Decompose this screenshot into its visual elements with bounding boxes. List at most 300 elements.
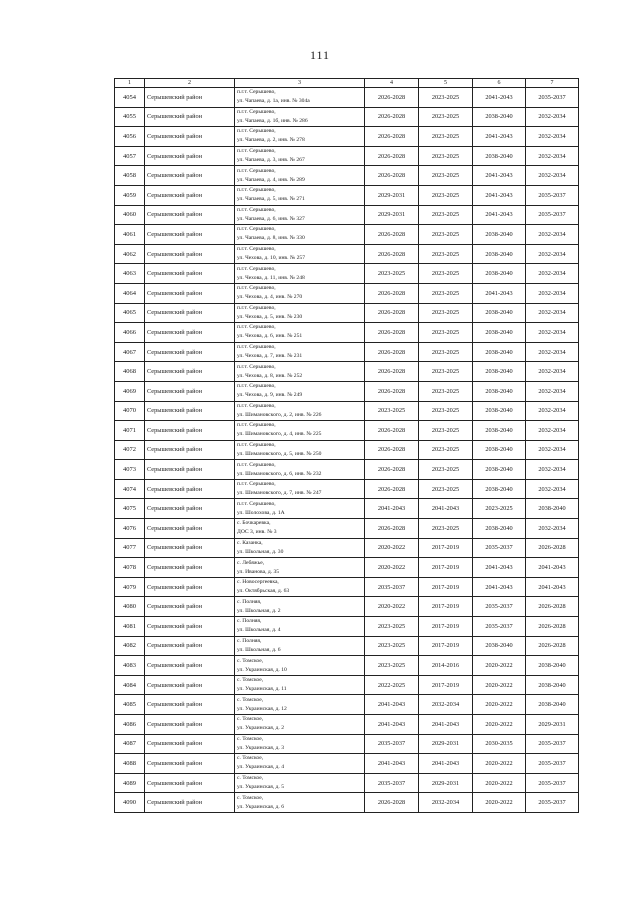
period-cell-col7: 2029-2031 (526, 715, 579, 735)
period-cell-col4: 2026-2028 (365, 421, 419, 441)
period-cell-col7: 2035-2037 (526, 185, 579, 205)
table-row (115, 107, 579, 127)
period-cell-col6: 2023-2025 (473, 499, 526, 519)
address-street: ул. Чехова, д. 8, инв. № 252 (237, 372, 303, 379)
table-row (115, 283, 579, 303)
district-cell: Серышевский район (145, 715, 235, 735)
table-header (115, 79, 579, 88)
row-number: 4065 (115, 303, 145, 323)
period-cell-col7: 2032-2034 (526, 519, 579, 539)
row-number: 4075 (115, 499, 145, 519)
period-cell-col6: 2035-2037 (473, 617, 526, 637)
district-cell: Серышевский район (145, 499, 235, 519)
period-cell-col7: 2032-2034 (526, 421, 579, 441)
period-cell-col7: 2026-2028 (526, 597, 579, 617)
period-cell-col7: 2038-2040 (526, 499, 579, 519)
period-cell-col4: 2026-2028 (365, 440, 419, 460)
table-body (115, 88, 579, 813)
period-cell-col5: 2023-2025 (419, 421, 473, 441)
period-cell-col4: 2026-2028 (365, 381, 419, 401)
address-street: ул. Чехова, д. 4, инв. № 270 (237, 294, 303, 301)
address-locality: с. Томское, (237, 775, 264, 782)
row-number: 4070 (115, 401, 145, 421)
table-row (115, 323, 579, 343)
address-locality: с. Томское, (237, 657, 264, 664)
address-street: ул. Чапаева, д. 1б, инв. № 286 (237, 117, 308, 124)
district-cell: Серышевский район (145, 283, 235, 303)
address-street: ул. Украинская, д. 10 (237, 666, 287, 673)
district-cell: Серышевский район (145, 754, 235, 774)
period-cell-col4: 2026-2028 (365, 793, 419, 813)
address-locality: п.г.т. Серышево, (237, 500, 276, 507)
address-street: ул. Чапаева, д. 3, инв. № 267 (237, 157, 305, 164)
table-row (115, 597, 579, 617)
table-row (115, 460, 579, 480)
period-cell-col5: 2023-2025 (419, 185, 473, 205)
table-row (115, 675, 579, 695)
address-locality: с. Бочкаревка, (237, 520, 271, 527)
period-cell-col5: 2023-2025 (419, 479, 473, 499)
period-cell-col6: 2041-2043 (473, 205, 526, 225)
row-number: 4068 (115, 362, 145, 382)
address-cell (235, 303, 365, 323)
address-street: ул. Шолохова, д. 1А (237, 509, 285, 516)
period-cell-col6: 2041-2043 (473, 88, 526, 108)
address-street: ул. Шимановского, д. 5, инв. № 250 (237, 450, 322, 457)
housing-registry-table (114, 78, 579, 813)
row-number: 4071 (115, 421, 145, 441)
period-cell-col4: 2041-2043 (365, 715, 419, 735)
period-cell-col5: 2017-2019 (419, 538, 473, 558)
period-cell-col4: 2041-2043 (365, 499, 419, 519)
address-locality: с. Томское, (237, 735, 264, 742)
address-locality: п.г.т. Серышево, (237, 108, 276, 115)
period-cell-col7: 2035-2037 (526, 754, 579, 774)
period-cell-col6: 2038-2040 (473, 479, 526, 499)
district-cell: Серышевский район (145, 479, 235, 499)
period-cell-col6: 2038-2040 (473, 401, 526, 421)
period-cell-col7: 2032-2034 (526, 401, 579, 421)
address-locality: п.г.т. Серышево, (237, 148, 276, 155)
table-row (115, 734, 579, 754)
table-row (115, 793, 579, 813)
address-locality: п.г.т. Серышево, (237, 461, 276, 468)
address-street: ул. Иванова, д. 35 (237, 568, 280, 575)
period-cell-col5: 2023-2025 (419, 107, 473, 127)
district-cell: Серышевский район (145, 323, 235, 343)
address-cell (235, 734, 365, 754)
period-cell-col4: 2026-2028 (365, 166, 419, 186)
period-cell-col6: 2020-2022 (473, 793, 526, 813)
row-number: 4080 (115, 597, 145, 617)
address-cell (235, 107, 365, 127)
period-cell-col4: 2026-2028 (365, 283, 419, 303)
table-row (115, 773, 579, 793)
district-cell: Серышевский район (145, 401, 235, 421)
table-row (115, 362, 579, 382)
address-street: ул. Чапаева, д. 5, инв. № 271 (237, 196, 305, 203)
period-cell-col4: 2026-2028 (365, 107, 419, 127)
period-cell-col4: 2020-2022 (365, 597, 419, 617)
period-cell-col7: 2026-2028 (526, 636, 579, 656)
address-street: ул. Украинская, д. 4 (237, 764, 284, 771)
period-cell-col7: 2038-2040 (526, 695, 579, 715)
period-cell-col5: 2014-2016 (419, 656, 473, 676)
address-locality: п.г.т. Серышево, (237, 285, 276, 292)
period-cell-col4: 2026-2028 (365, 342, 419, 362)
row-number: 4083 (115, 656, 145, 676)
period-cell-col6: 2041-2043 (473, 283, 526, 303)
address-cell (235, 185, 365, 205)
period-cell-col5: 2023-2025 (419, 88, 473, 108)
address-cell (235, 793, 365, 813)
district-cell: Серышевский район (145, 577, 235, 597)
column-header: 1 (115, 79, 145, 88)
period-cell-col7: 2035-2037 (526, 773, 579, 793)
address-cell (235, 499, 365, 519)
period-cell-col5: 2017-2019 (419, 577, 473, 597)
district-cell: Серышевский район (145, 185, 235, 205)
row-number: 4069 (115, 381, 145, 401)
address-street: ул. Чапаева, д. 1а, инв. № 304а (237, 98, 310, 105)
address-cell (235, 597, 365, 617)
address-street: ул. Школьная, д. 6 (237, 646, 281, 653)
address-locality: п.г.т. Серышево, (237, 441, 276, 448)
address-locality: с. Томское, (237, 755, 264, 762)
address-cell (235, 244, 365, 264)
address-street: ул. Украинская, д. 6 (237, 803, 284, 810)
period-cell-col7: 2038-2040 (526, 656, 579, 676)
district-cell: Серышевский район (145, 205, 235, 225)
row-number: 4073 (115, 460, 145, 480)
address-street: ул. Шимановского, д. 7, инв. № 247 (237, 490, 322, 497)
table-row (115, 695, 579, 715)
period-cell-col4: 2035-2037 (365, 773, 419, 793)
table-row (115, 88, 579, 108)
row-number: 4056 (115, 127, 145, 147)
row-number: 4061 (115, 225, 145, 245)
address-street: ул. Чапаева, д. 8, инв. № 330 (237, 235, 305, 242)
period-cell-col6: 2038-2040 (473, 440, 526, 460)
row-number: 4085 (115, 695, 145, 715)
period-cell-col5: 2029-2031 (419, 734, 473, 754)
address-cell (235, 166, 365, 186)
period-cell-col5: 2017-2019 (419, 617, 473, 637)
row-number: 4084 (115, 675, 145, 695)
period-cell-col7: 2035-2037 (526, 205, 579, 225)
period-cell-col5: 2023-2025 (419, 342, 473, 362)
address-locality: с. Томское, (237, 794, 264, 801)
period-cell-col7: 2026-2028 (526, 617, 579, 637)
table-row (115, 166, 579, 186)
address-locality: п.г.т. Серышево, (237, 226, 276, 233)
period-cell-col4: 2026-2028 (365, 244, 419, 264)
table-row (115, 538, 579, 558)
address-cell (235, 519, 365, 539)
address-locality: п.г.т. Серышево, (237, 402, 276, 409)
period-cell-col6: 2038-2040 (473, 381, 526, 401)
period-cell-col6: 2020-2022 (473, 773, 526, 793)
address-locality: п.г.т. Серышево, (237, 481, 276, 488)
district-cell: Серышевский район (145, 264, 235, 284)
period-cell-col6: 2038-2040 (473, 323, 526, 343)
address-street: ДОС 3, инв. № 3 (237, 529, 277, 536)
row-number: 4081 (115, 617, 145, 637)
period-cell-col5: 2023-2025 (419, 127, 473, 147)
period-cell-col5: 2023-2025 (419, 225, 473, 245)
table-row (115, 577, 579, 597)
period-cell-col4: 2022-2025 (365, 675, 419, 695)
district-cell: Серышевский район (145, 734, 235, 754)
period-cell-col6: 2035-2037 (473, 597, 526, 617)
row-number: 4090 (115, 793, 145, 813)
address-street: ул. Шимановского, д. 6, инв. № 232 (237, 470, 322, 477)
district-cell: Серышевский район (145, 773, 235, 793)
address-cell (235, 440, 365, 460)
address-street: ул. Чапаева, д. 2, инв. № 278 (237, 137, 305, 144)
address-cell (235, 656, 365, 676)
period-cell-col6: 2038-2040 (473, 636, 526, 656)
address-cell (235, 401, 365, 421)
district-cell: Серышевский район (145, 381, 235, 401)
address-locality: с. Полняя, (237, 598, 262, 605)
period-cell-col4: 2035-2037 (365, 577, 419, 597)
row-number: 4064 (115, 283, 145, 303)
district-cell: Серышевский район (145, 421, 235, 441)
address-street: ул. Чехова, д. 10, инв. № 257 (237, 255, 305, 262)
period-cell-col5: 2032-2034 (419, 793, 473, 813)
column-header: 4 (365, 79, 419, 88)
period-cell-col6: 2038-2040 (473, 519, 526, 539)
period-cell-col7: 2032-2034 (526, 362, 579, 382)
address-locality: п.г.т. Серышево, (237, 265, 276, 272)
table-row (115, 617, 579, 637)
period-cell-col4: 2026-2028 (365, 303, 419, 323)
table-row (115, 421, 579, 441)
address-locality: п.г.т. Серышево, (237, 206, 276, 213)
period-cell-col6: 2038-2040 (473, 225, 526, 245)
period-cell-col5: 2023-2025 (419, 166, 473, 186)
period-cell-col6: 2038-2040 (473, 460, 526, 480)
period-cell-col7: 2032-2034 (526, 440, 579, 460)
address-street: ул. Украинская, д. 5 (237, 784, 284, 791)
address-cell (235, 715, 365, 735)
row-number: 4060 (115, 205, 145, 225)
address-street: ул. Чапаева, д. 4, инв. № 289 (237, 176, 305, 183)
address-locality: п.г.т. Серышево, (237, 89, 276, 96)
period-cell-col6: 2038-2040 (473, 264, 526, 284)
address-street: ул. Украинская, д. 3 (237, 744, 284, 751)
row-number: 4082 (115, 636, 145, 656)
period-cell-col7: 2032-2034 (526, 107, 579, 127)
period-cell-col6: 2038-2040 (473, 421, 526, 441)
row-number: 4076 (115, 519, 145, 539)
row-number: 4059 (115, 185, 145, 205)
address-cell (235, 205, 365, 225)
period-cell-col7: 2041-2043 (526, 558, 579, 578)
period-cell-col5: 2017-2019 (419, 597, 473, 617)
period-cell-col6: 2038-2040 (473, 342, 526, 362)
district-cell: Серышевский район (145, 675, 235, 695)
row-number: 4089 (115, 773, 145, 793)
period-cell-col4: 2026-2028 (365, 479, 419, 499)
address-cell (235, 479, 365, 499)
table-row (115, 244, 579, 264)
district-cell: Серышевский район (145, 166, 235, 186)
period-cell-col7: 2032-2034 (526, 460, 579, 480)
period-cell-col4: 2023-2025 (365, 636, 419, 656)
table-row (115, 342, 579, 362)
address-street: ул. Украинская, д. 11 (237, 686, 287, 693)
period-cell-col4: 2020-2022 (365, 558, 419, 578)
period-cell-col7: 2032-2034 (526, 381, 579, 401)
address-locality: с. Полняя, (237, 637, 262, 644)
district-cell: Серышевский район (145, 225, 235, 245)
period-cell-col4: 2026-2028 (365, 323, 419, 343)
address-locality: с. Новосергеевка, (237, 579, 279, 586)
period-cell-col6: 2038-2040 (473, 362, 526, 382)
period-cell-col6: 2041-2043 (473, 558, 526, 578)
period-cell-col7: 2032-2034 (526, 244, 579, 264)
period-cell-col6: 2035-2037 (473, 538, 526, 558)
period-cell-col7: 2032-2034 (526, 127, 579, 147)
address-cell (235, 362, 365, 382)
address-locality: п.г.т. Серышево, (237, 383, 276, 390)
period-cell-col4: 2041-2043 (365, 695, 419, 715)
address-locality: п.г.т. Серышево, (237, 324, 276, 331)
row-number: 4054 (115, 88, 145, 108)
column-number-row (115, 79, 579, 88)
table-row (115, 303, 579, 323)
table-row (115, 754, 579, 774)
period-cell-col6: 2038-2040 (473, 244, 526, 264)
address-locality: п.г.т. Серышево, (237, 344, 276, 351)
address-locality: с. Полняя, (237, 618, 262, 625)
table-row (115, 715, 579, 735)
address-street: ул. Украинская, д. 12 (237, 705, 287, 712)
address-cell (235, 323, 365, 343)
period-cell-col4: 2023-2025 (365, 401, 419, 421)
period-cell-col5: 2023-2025 (419, 264, 473, 284)
address-cell (235, 617, 365, 637)
table-row (115, 499, 579, 519)
district-cell: Серышевский район (145, 636, 235, 656)
period-cell-col5: 2041-2043 (419, 499, 473, 519)
period-cell-col4: 2023-2025 (365, 656, 419, 676)
period-cell-col5: 2023-2025 (419, 440, 473, 460)
period-cell-col4: 2026-2028 (365, 127, 419, 147)
period-cell-col6: 2020-2022 (473, 675, 526, 695)
period-cell-col5: 2029-2031 (419, 773, 473, 793)
address-cell (235, 754, 365, 774)
district-cell: Серышевский район (145, 617, 235, 637)
address-street: ул. Школьная, д. 30 (237, 548, 284, 555)
period-cell-col4: 2020-2022 (365, 538, 419, 558)
period-cell-col6: 2020-2022 (473, 754, 526, 774)
period-cell-col6: 2030-2035 (473, 734, 526, 754)
address-street: ул. Октябрьская, д. 63 (237, 588, 290, 595)
row-number: 4058 (115, 166, 145, 186)
address-street: ул. Чапаева, д. 6, инв. № 327 (237, 215, 305, 222)
district-cell: Серышевский район (145, 244, 235, 264)
table-row (115, 185, 579, 205)
period-cell-col5: 2023-2025 (419, 401, 473, 421)
period-cell-col4: 2023-2025 (365, 264, 419, 284)
period-cell-col7: 2035-2037 (526, 88, 579, 108)
period-cell-col6: 2038-2040 (473, 303, 526, 323)
district-cell: Серышевский район (145, 656, 235, 676)
period-cell-col5: 2023-2025 (419, 323, 473, 343)
address-locality: п.г.т. Серышево, (237, 187, 276, 194)
district-cell: Серышевский район (145, 597, 235, 617)
period-cell-col4: 2026-2028 (365, 88, 419, 108)
address-street: ул. Чехова, д. 9, инв. № 249 (237, 392, 303, 399)
district-cell: Серышевский район (145, 519, 235, 539)
address-cell (235, 342, 365, 362)
row-number: 4086 (115, 715, 145, 735)
address-cell (235, 577, 365, 597)
table-row (115, 440, 579, 460)
district-cell: Серышевский район (145, 362, 235, 382)
page-number: 111 (309, 48, 331, 62)
period-cell-col7: 2032-2034 (526, 166, 579, 186)
district-cell: Серышевский район (145, 460, 235, 480)
column-header: 5 (419, 79, 473, 88)
period-cell-col5: 2023-2025 (419, 303, 473, 323)
address-locality: п.г.т. Серышево, (237, 246, 276, 253)
period-cell-col4: 2026-2028 (365, 362, 419, 382)
address-street: ул. Чехова, д. 7, инв. № 231 (237, 353, 303, 360)
period-cell-col7: 2026-2028 (526, 538, 579, 558)
period-cell-col7: 2032-2034 (526, 323, 579, 343)
address-locality: с. Казанка, (237, 539, 263, 546)
district-cell: Серышевский район (145, 695, 235, 715)
address-cell (235, 695, 365, 715)
period-cell-col5: 2041-2043 (419, 715, 473, 735)
row-number: 4062 (115, 244, 145, 264)
address-street: ул. Чехова, д. 6, инв. № 251 (237, 333, 303, 340)
address-cell (235, 381, 365, 401)
period-cell-col6: 2020-2022 (473, 695, 526, 715)
column-header: 2 (145, 79, 235, 88)
table-row (115, 519, 579, 539)
period-cell-col5: 2017-2019 (419, 636, 473, 656)
district-cell: Серышевский район (145, 558, 235, 578)
period-cell-col4: 2035-2037 (365, 734, 419, 754)
period-cell-col6: 2038-2040 (473, 146, 526, 166)
address-street: ул. Школьная, д. 2 (237, 607, 281, 614)
period-cell-col5: 2023-2025 (419, 283, 473, 303)
period-cell-col7: 2032-2034 (526, 264, 579, 284)
row-number: 4074 (115, 479, 145, 499)
period-cell-col6: 2038-2040 (473, 107, 526, 127)
period-cell-col6: 2041-2043 (473, 577, 526, 597)
address-locality: с. Томское, (237, 677, 264, 684)
row-number: 4072 (115, 440, 145, 460)
period-cell-col5: 2023-2025 (419, 519, 473, 539)
row-number: 4087 (115, 734, 145, 754)
row-number: 4088 (115, 754, 145, 774)
row-number: 4057 (115, 146, 145, 166)
table-row (115, 381, 579, 401)
address-locality: п.г.т. Серышево, (237, 363, 276, 370)
district-cell: Серышевский район (145, 303, 235, 323)
district-cell: Серышевский район (145, 440, 235, 460)
district-cell: Серышевский район (145, 538, 235, 558)
address-cell (235, 636, 365, 656)
address-street: ул. Украинская, д. 2 (237, 725, 284, 732)
district-cell: Серышевский район (145, 793, 235, 813)
